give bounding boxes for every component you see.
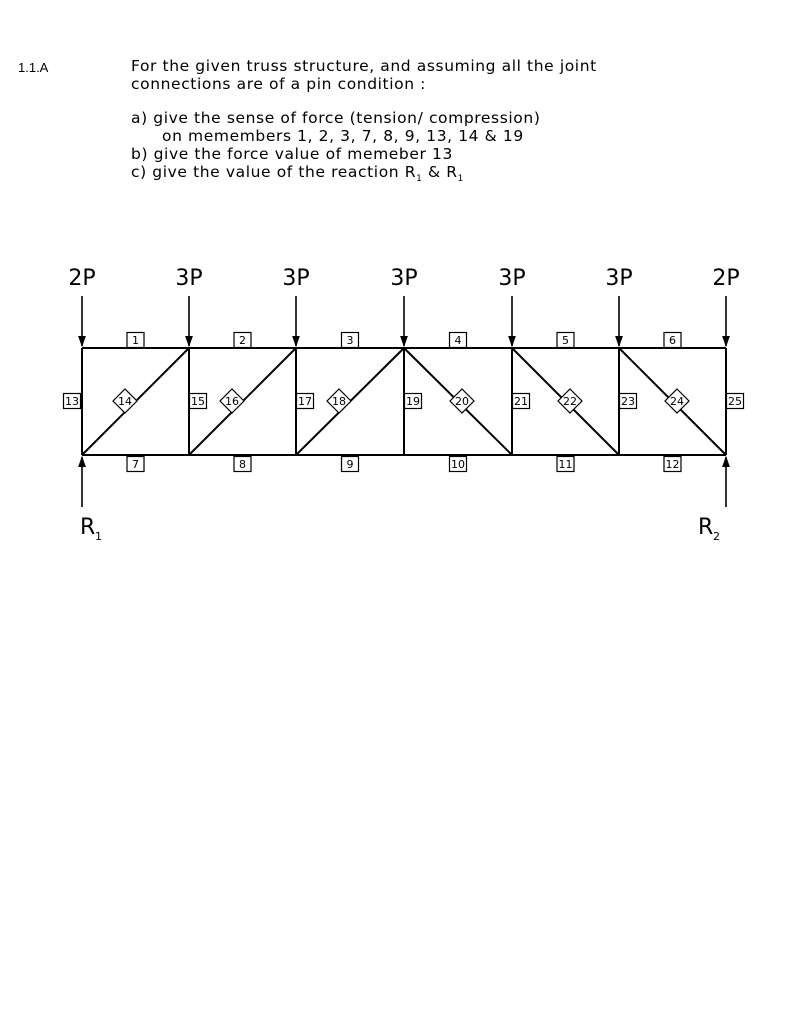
load-label: 3P: [175, 266, 203, 291]
vertical-member-label-25: [727, 394, 744, 409]
reaction-label-1: [80, 515, 102, 543]
bottom-member-label-9: [342, 457, 359, 472]
load-label: 3P: [498, 266, 526, 291]
member-number: 21: [514, 395, 528, 408]
member-number: 19: [406, 395, 420, 408]
member-number: 14: [118, 395, 132, 408]
diagonal-member-label-16: [220, 389, 244, 413]
load-label: 3P: [390, 266, 418, 291]
member-number: 22: [563, 395, 577, 408]
member-number: 10: [451, 458, 465, 471]
vertical-member-label-13: [64, 394, 81, 409]
member-number: 20: [455, 395, 469, 408]
reaction-letter: R: [698, 515, 714, 540]
load-label: 2P: [68, 266, 96, 291]
item-c-sub-1: 1: [416, 174, 423, 184]
member-number: 16: [225, 395, 239, 408]
member-number: 8: [239, 458, 246, 471]
item-a-line-1: a) give the sense of force (tension/ compression): [131, 109, 541, 127]
bottom-member-label-11: [557, 457, 574, 472]
top-member-label-1: [127, 333, 144, 348]
vertical-member-label-21: [513, 394, 530, 409]
diagonal-member-label-18: [327, 389, 351, 413]
item-a-line-2: on memembers 1, 2, 3, 7, 8, 9, 13, 14 & 19: [162, 127, 524, 145]
vertical-member-label-15: [190, 394, 207, 409]
member-number: 1: [132, 334, 139, 347]
member-number: 9: [346, 458, 354, 471]
top-member-label-6: [664, 333, 681, 348]
member-number: 13: [65, 395, 79, 408]
member-number: 24: [670, 395, 684, 408]
load-label: 3P: [605, 266, 633, 291]
statement-line-1: For the given truss structure, and assuming all the joint: [131, 57, 597, 75]
reaction-subscript: 1: [95, 530, 102, 543]
bottom-member-label-10: [450, 457, 467, 472]
top-member-label-2: [234, 333, 251, 348]
top-member-label-5: [557, 333, 574, 348]
item-c-mid: & R: [427, 163, 458, 181]
reaction-label-2: [698, 515, 720, 543]
member-number: 25: [728, 395, 742, 408]
reaction-subscript: 2: [713, 530, 720, 543]
member-number: 18: [332, 395, 346, 408]
problem-number: 1.1.A: [18, 60, 49, 75]
member-number: 7: [132, 458, 139, 471]
vertical-member-label-19: [405, 394, 422, 409]
item-c-sub-2: 1: [457, 174, 464, 184]
top-member-label-4: [450, 333, 467, 348]
member-number: 17: [298, 395, 312, 408]
member-number: 6: [669, 334, 676, 347]
item-c-prefix: c) give the value of the reaction R: [131, 163, 417, 181]
diagonal-member-label-22: [558, 389, 582, 413]
member-number: 23: [621, 395, 635, 408]
load-labels: [68, 266, 739, 291]
diagonal-member-label-14: [113, 389, 137, 413]
member-number: 11: [558, 458, 573, 471]
statement-line-2: connections are of a pin condition :: [131, 75, 426, 93]
member-number: 2: [239, 334, 246, 347]
vertical-member-label-23: [620, 394, 637, 409]
bottom-member-label-7: [127, 457, 144, 472]
load-label: 3P: [282, 266, 310, 291]
diagonal-member-label-24: [665, 389, 689, 413]
member-number: 15: [191, 395, 205, 408]
bottom-member-label-8: [234, 457, 251, 472]
bottom-member-label-12: [664, 457, 681, 472]
load-label: 2P: [712, 266, 740, 291]
diagonal-member-label-20: [450, 389, 474, 413]
top-member-label-3: [342, 333, 359, 348]
member-number: 5: [562, 334, 569, 347]
member-number: 4: [454, 334, 462, 347]
item-b: b) give the force value of memeber 13: [131, 145, 453, 163]
reactions: [80, 515, 720, 543]
reaction-letter: R: [80, 515, 96, 540]
member-number: 3: [346, 334, 354, 347]
vertical-member-label-17: [297, 394, 314, 409]
member-number: 12: [665, 458, 680, 471]
